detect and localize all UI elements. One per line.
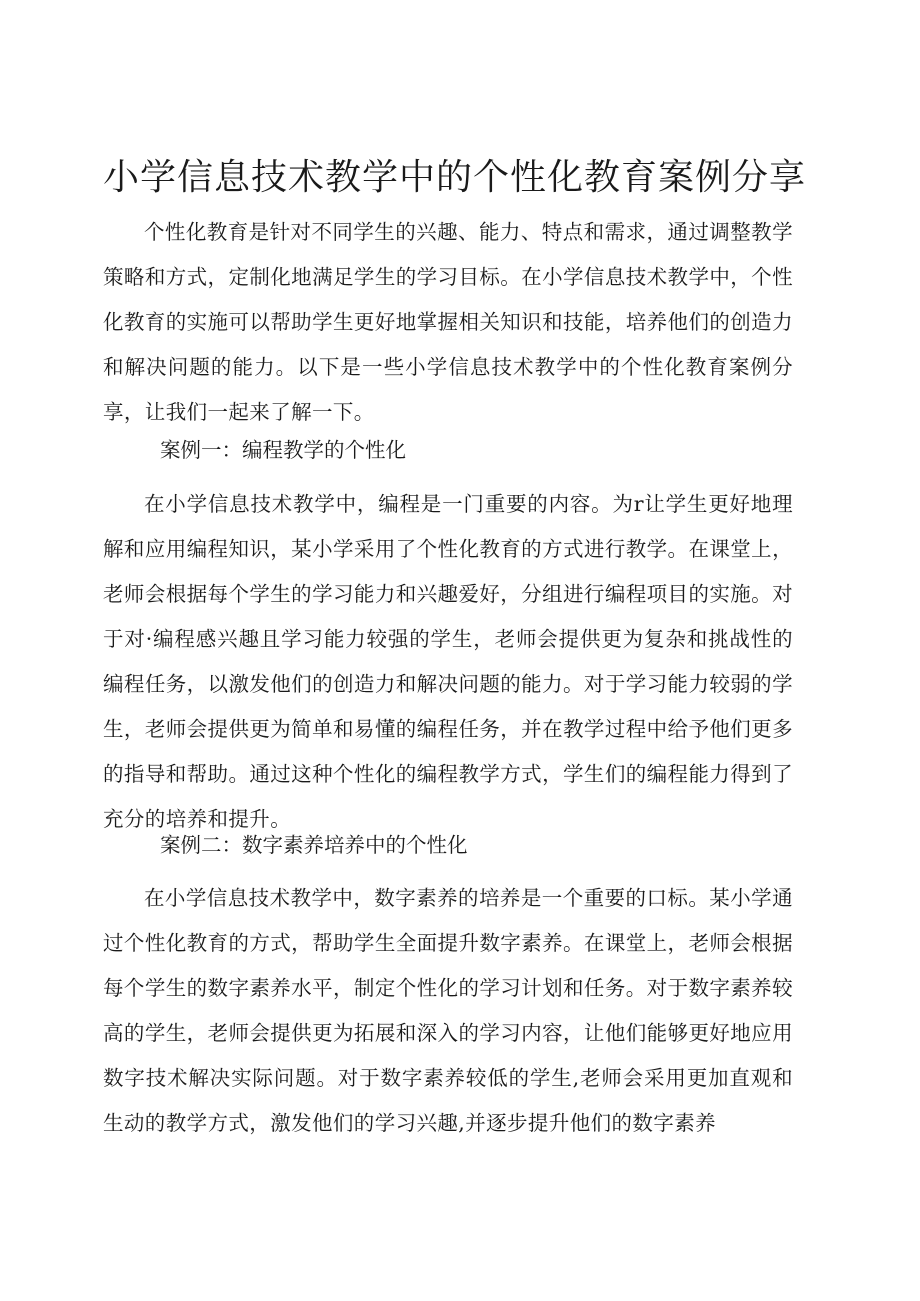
intro-paragraph: 个性化教育是针对不同学生的兴趣、能力、特点和需求，通过调整教学策略和方式，定制化地满足学生的学习目标。在小学信息技术教学中，个性化教育的实施可以帮助学生更好地掌握相关知识和技能，培养他们的创造力和解决问题的能力。以下是一些小学信息技术教学中的个性化教育案例分享，让我们一起来了解一下。 <box>103 220 793 424</box>
case1-paragraph: 在小学信息技术教学中，编程是一门重要的内容。为r让学生更好地理解和应用编程知识，某小学采用了个性化教育的方式进行教学。在课堂上，老师会根据每个学生的学习能力和兴趣爱好，分组进行编程项目的实施。对于对·编程感兴趣且学习能力较强的学生，老师会提供更为复杂和挑战性的编程任务，以激发他们的创造力和解决问题的能力。对于学习能力较弱的学生，老师会提供更为简单和易懂的编程任务，并在教学过程中给予他们更多的指导和帮助。通过这种个性化的编程教学方式，学生们的编程能力得到了充分的培养和提升。 <box>103 492 793 831</box>
case2-heading: 案例二：数字素养培养中的个性化 <box>160 833 468 857</box>
case2-paragraph: 在小学信息技术教学中，数字素养的培养是一个重要的口标。某小学通过个性化教育的方式，帮助学生全面提升数字素养。在课堂上，老师会根据每个学生的数字素养水平，制定个性化的学习计划和任务。对于数字素养较高的学生，老师会提供更为拓展和深入的学习内容，让他们能够更好地应用数字技术解决实际问题。对于数字素养较低的学生,老师会采用更加直观和生动的教学方式，激发他们的学习兴趣,并逐步提升他们的数字素养 <box>103 886 793 1135</box>
case1-heading: 案例一：编程教学的个性化 <box>160 438 406 462</box>
document-title: 小学信息技术教学中的个性化教育案例分享 <box>103 157 807 198</box>
